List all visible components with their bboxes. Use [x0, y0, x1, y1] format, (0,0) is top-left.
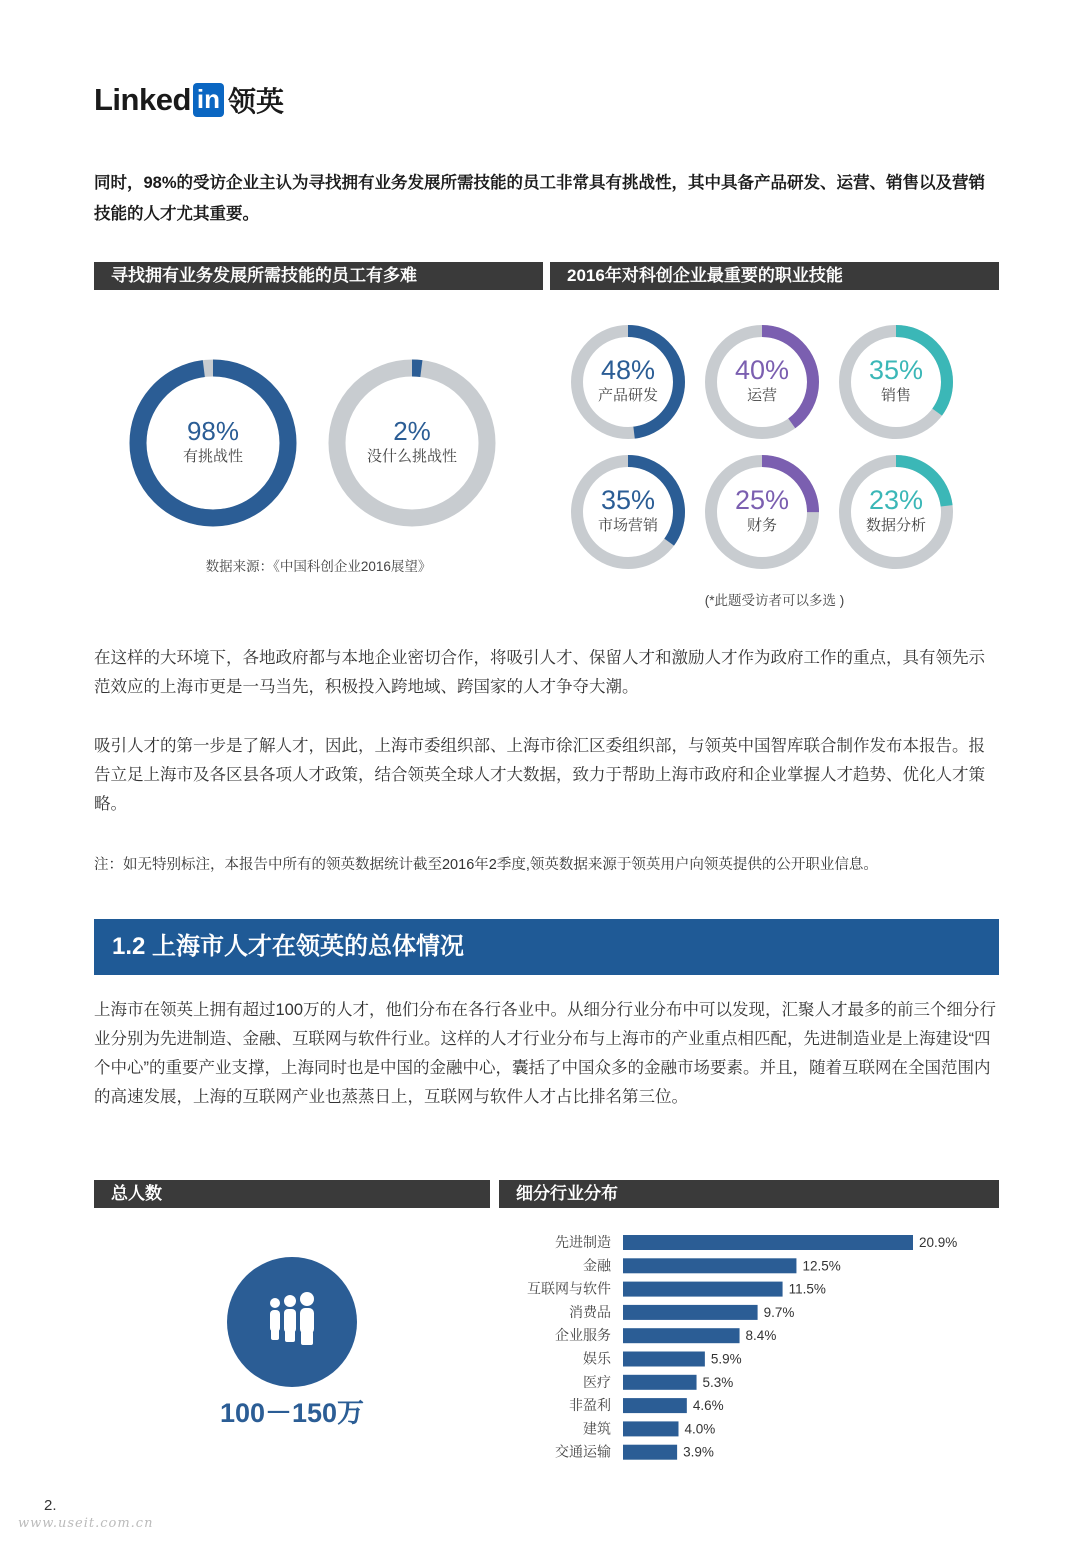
category-label: 金融	[583, 1257, 611, 1274]
bar	[623, 1258, 796, 1273]
watermark: www.useit.com.cn	[18, 1516, 154, 1531]
data-note: 注：如无特别标注，本报告中所有的领英数据统计截至2016年2季度,领英数据来源于领英用户向领英提供的公开职业信息。	[94, 857, 878, 873]
value-label: 5.9%	[710, 1351, 742, 1367]
donut-财务	[699, 449, 825, 575]
donut-没什么挑战性	[320, 351, 504, 535]
bar	[623, 1445, 677, 1460]
bar	[623, 1421, 679, 1436]
category-label: 医疗	[583, 1373, 611, 1390]
category-label: 先进制造	[555, 1234, 611, 1250]
total-value: 100－150万	[219, 1398, 365, 1428]
bar	[623, 1375, 697, 1390]
page-number: 2.	[44, 1497, 57, 1514]
multi-choice-note: (*此题受访者可以多选 )	[704, 593, 845, 608]
value-label: 11.5%	[788, 1281, 826, 1297]
value-label: 9.7%	[763, 1304, 795, 1320]
paragraph-environment: 在这样的大环境下，各地政府都与本地企业密切合作，将吸引人才、保留人才和激励人才作为政府工作的重点，具有领先示范效应的上海市更是一马当先，积极投入跨地域、跨国家的人才争夺大潮。	[94, 649, 985, 696]
bar	[623, 1352, 705, 1367]
donut-运营	[699, 319, 825, 445]
category-label: 建筑	[583, 1420, 611, 1437]
donut-label: 数据分析	[865, 517, 926, 534]
donut-percent: 2%	[393, 416, 431, 446]
industry-heading: 细分行业分布	[499, 1180, 999, 1208]
category-label: 互联网与软件	[527, 1280, 611, 1297]
data-source: 数据来源：《中国科创企业2016展望》	[205, 559, 432, 574]
donut-label: 财务	[746, 517, 777, 534]
difficulty-heading: 寻找拥有业务发展所需技能的员工有多难	[94, 262, 543, 290]
donut-label: 销售	[880, 387, 911, 404]
value-label: 5.3%	[702, 1374, 734, 1390]
people-group-icon	[227, 1257, 357, 1387]
donut-percent: 35%	[868, 355, 924, 385]
intro-text: 同时，98%的受访企业主认为寻找拥有业务发展所需技能的员工非常具有挑战性，其中具备产品研发、运营、销售以及营销技能的人才尤其重要。	[94, 174, 986, 223]
donut-percent: 35%	[600, 485, 656, 515]
donut-销售	[833, 319, 959, 445]
bar	[623, 1282, 783, 1297]
value-label: 20.9%	[919, 1235, 958, 1250]
donut-label: 运营	[746, 387, 777, 404]
paragraph-shanghai-talent: 上海市在领英上拥有超过100万的人才，他们分布在各行各业中。从细分行业分布中可以发现，汇聚人才最多的前三个细分行业分别为先进制造、金融、互联网与软件行业。这样的人才行业分布与上海市的产业重点相匹配，先进制造业是上海建设“四个中心”的重要产业支撑，上海同时也是中国的金融中心，囊括了中国众多的金融市场要素。并且，随着互联网在全国范围内的高速发展，上海的互联网产业也蒸蒸日上，互联网与软件人才占比排名第三位。	[94, 1001, 997, 1106]
value-label: 12.5%	[802, 1258, 841, 1274]
bar	[623, 1235, 913, 1250]
donut-有挑战性	[121, 351, 305, 535]
logo-word: Linked	[94, 82, 191, 117]
donut-label: 有挑战性	[182, 448, 243, 465]
donut-percent: 23%	[868, 485, 924, 515]
value-label: 4.0%	[684, 1421, 716, 1437]
total-heading: 总人数	[94, 1180, 490, 1208]
category-label: 娱乐	[583, 1350, 611, 1367]
section-title: 1.2 上海市人才在领英的总体情况	[94, 919, 999, 975]
category-label: 交通运输	[555, 1443, 611, 1460]
people-circle	[227, 1257, 357, 1387]
logo-in-badge: in	[193, 83, 224, 117]
donut-percent: 25%	[734, 485, 790, 515]
industry-bar-chart	[499, 1226, 999, 1476]
donut-label: 市场营销	[597, 517, 658, 534]
value-label: 4.6%	[692, 1398, 724, 1414]
bar	[623, 1305, 758, 1320]
category-label: 非盈利	[569, 1397, 611, 1414]
paragraph-report-purpose: 吸引人才的第一步是了解人才，因此，上海市委组织部、上海市徐汇区委组织部，与领英中国智库联合制作发布本报告。报告立足上海市及各区县各项人才政策，结合领英全球人才大数据，致力于帮助上海市政府和企业掌握人才趋势、优化人才策略。	[94, 737, 985, 813]
donut-label: 没什么挑战性	[366, 448, 457, 465]
skills-heading: 2016年对科创企业最重要的职业技能	[550, 262, 999, 290]
logo-cn: 领英	[228, 86, 285, 117]
donut-percent: 98%	[186, 416, 240, 446]
bar	[623, 1328, 740, 1343]
donut-数据分析	[833, 449, 959, 575]
donut-市场营销	[565, 449, 691, 575]
linkedin-logo	[94, 80, 284, 120]
donut-label: 产品研发	[597, 387, 658, 404]
donut-产品研发	[565, 319, 691, 445]
donut-percent: 40%	[734, 355, 790, 385]
category-label: 消费品	[569, 1303, 611, 1320]
bar	[623, 1398, 687, 1413]
category-label: 企业服务	[555, 1327, 611, 1344]
value-label: 3.9%	[683, 1444, 714, 1460]
value-label: 8.4%	[745, 1328, 777, 1344]
donut-percent: 48%	[600, 355, 656, 385]
